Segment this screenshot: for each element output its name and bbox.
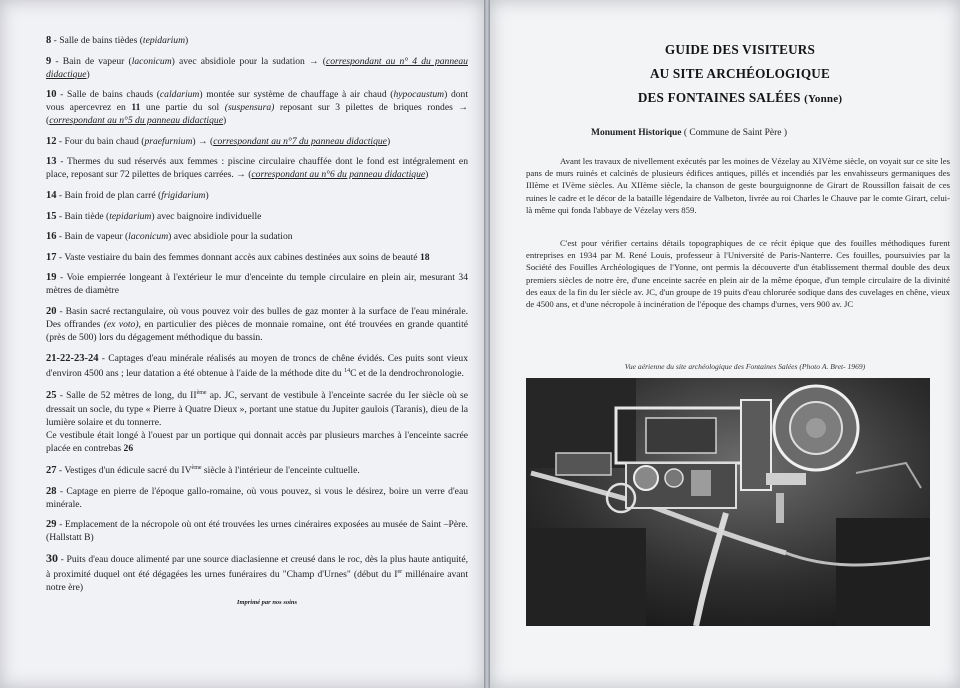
legend-item-15: 15 - Bain tiède (tepidarium) avec baignoire individuelle	[46, 210, 262, 222]
aerial-photo	[526, 378, 930, 626]
title-line-2: AU SITE ARCHÉOLOGIQUE	[649, 66, 831, 81]
aerial-photo-image	[526, 378, 930, 626]
intro-paragraph: Avant les travaux de nivellement exécutés par les moines de Vézelay au XIVème siècle, on voyait sur ce site les pans de murs ruinés et calcinés de plusieurs édifices antiques, pillés et incendiés par les envahisseurs germaniques des IIIème et IVème siècles. Au XIIème siècle, la chanson de geste bourguignonne de Girart de Roussillon faisait de ces ruines le cadre et le décor de la bataille légendaire de Valbeton, livrée au roi Charles le Chauve par le comte Girart, celui-là même qui fonda l'abbaye de Vézelay vers 859.	[526, 156, 950, 215]
monument-line: Monument Historique ( Commune de Saint Père )	[591, 128, 788, 138]
legend-item-12: 12 - Four du bain chaud (praefurnium) → (correspondant au n°7 du panneau didactique)	[46, 135, 391, 147]
legend-item-8: 8 - Salle de bains tièdes (tepidarium)	[46, 35, 189, 46]
legend-item-27: 27 - Vestiges d'un édicule sacré du IVème siècle à l'intérieur de l'enceinte cultuelle.	[46, 465, 360, 477]
legend-item-17: 17 - Vaste vestiaire du bain des femmes donnant accès aux cabines destinées aux soins de beauté 18	[46, 251, 430, 263]
legend-item-9: 9 - Bain de vapeur (laconicum) avec absidiole pour la sudation → (correspondant au n° 4 du panneau didactique)	[46, 55, 468, 80]
legend-item-10: 10 - Salle de bains chauds (caldarium) montée sur système de chauffage à air chaud (hypocaustum) dont vous apercevrez en 11 une partie du sol (suspensura) reposant sur 3 pilettes de briques rondes → (correspondant au n°5 du panneau didactique)	[46, 89, 468, 127]
legend-item-16: 16 - Bain de vapeur (laconicum) avec absidiole pour la sudation	[46, 231, 293, 243]
title-line-1: GUIDE DES VISITEURS	[664, 42, 816, 57]
legend-item-19: 19 - Voie empierrée longeant à l'extérieur le mur d'enceinte du temple circulaire en plein air, mesurant 34 mètres de diamètre	[46, 272, 468, 297]
title-line-3: DES FONTAINES SALÉES (Yonne)	[637, 90, 843, 105]
legend-list	[46, 34, 468, 609]
page-title	[590, 38, 890, 111]
legend-item-14: 14 - Bain froid de plan carré (frigidarium)	[46, 189, 209, 201]
right-page	[490, 0, 960, 688]
legend-item-28: 28 - Captage en pierre de l'époque gallo-romaine, où vous pouvez, si vous le désirez, boire un verre d'eau minérale.	[46, 485, 468, 510]
print-note: Imprimé par nos soins	[236, 599, 298, 607]
legend-item-30: 30 - Puits d'eau douce alimenté par une source diaclasienne et creusé dans le roc, dès la plus haute antiquité, à proximité duquel ont été dégagées les urnes funéraires du "Champ d'Urnes" (début du Ier millénaire avant notre ère)	[46, 551, 468, 594]
legend-item-25: 25 - Salle de 52 mètres de long, du IIème ap. JC, servant de vestibule à l'enceinte sacrée du Ier siècle où se dressait un socle, du type « Pierre à Quatre Dieux », portant une statue du Jupiter gaulois (Taranis), dieu de la lumière solaire et du tonnerre. Ce vestibule était longé à l'ouest par un portique qui donnait accès par plusieurs marches à l'enceinte sacrée placée en contrebas 26	[46, 390, 469, 454]
legend-item-13: 13 - Thermes du sud réservés aux femmes : piscine circulaire chauffée dont le fond est intégralement en place, reposant sur 72 pilettes de briques carrées. → (correspondant au n°6 du panneau didactique)	[46, 156, 468, 181]
legend-item-21-24: 21-22-23-24 - Captages d'eau minérale réalisés au moyen de troncs de chêne évidés. Ces puits sont vieux d'environ 4500 ans ; leur datation a été obtenue à l'aide de la méthode dite du $^{14}$C et de la dendrochronologie.	[46, 352, 468, 379]
legend-item-20: 20 - Basin sacré rectangulaire, où vous pouvez voir des bulles de gaz monter à la surface de l'eau minérale. Des offrandes (ex voto), en particulier des pièces de monnaie romaine, ont été trouvées en grande quantité (près de 500) lors du dégagement méthodique du bassin.	[46, 305, 469, 343]
legend-item-29: 29 - Emplacement de la nécropole où ont été trouvées les urnes cinéraires exposées au musée de Saint –Père.(Hallstatt B)	[46, 519, 468, 544]
photo-caption: Vue aérienne du site archéologique des Fontaines Salées (Photo A. Bret- 1969)	[624, 362, 866, 371]
excavation-paragraph: C'est pour vérifier certains détails topographiques de ce récit épique que des fouilles méthodiques furent entreprises en 1934 par M. René Louis, professeur à l'Université de Paris-Nanterre. Ces fouilles, poursuivies par la Société des Fouilles Archéologiques de l'Yonne, ont permis la découverte d'un établissement thermal double des deux premiers siècles de notre ère, d'une enceinte sacrée en plein air de la même époque, d'un temple circulaire de la divinité des eaux de la fin du Ier siècle av. JC, d'un groupe de 19 puits d'eau chlorurée sodique dans des cuvelages en chêne, vieux de 4500 ans, et d'une nécropole à incinération de l'époque des champs d'urnes, vers 900 av. JC	[526, 238, 950, 310]
